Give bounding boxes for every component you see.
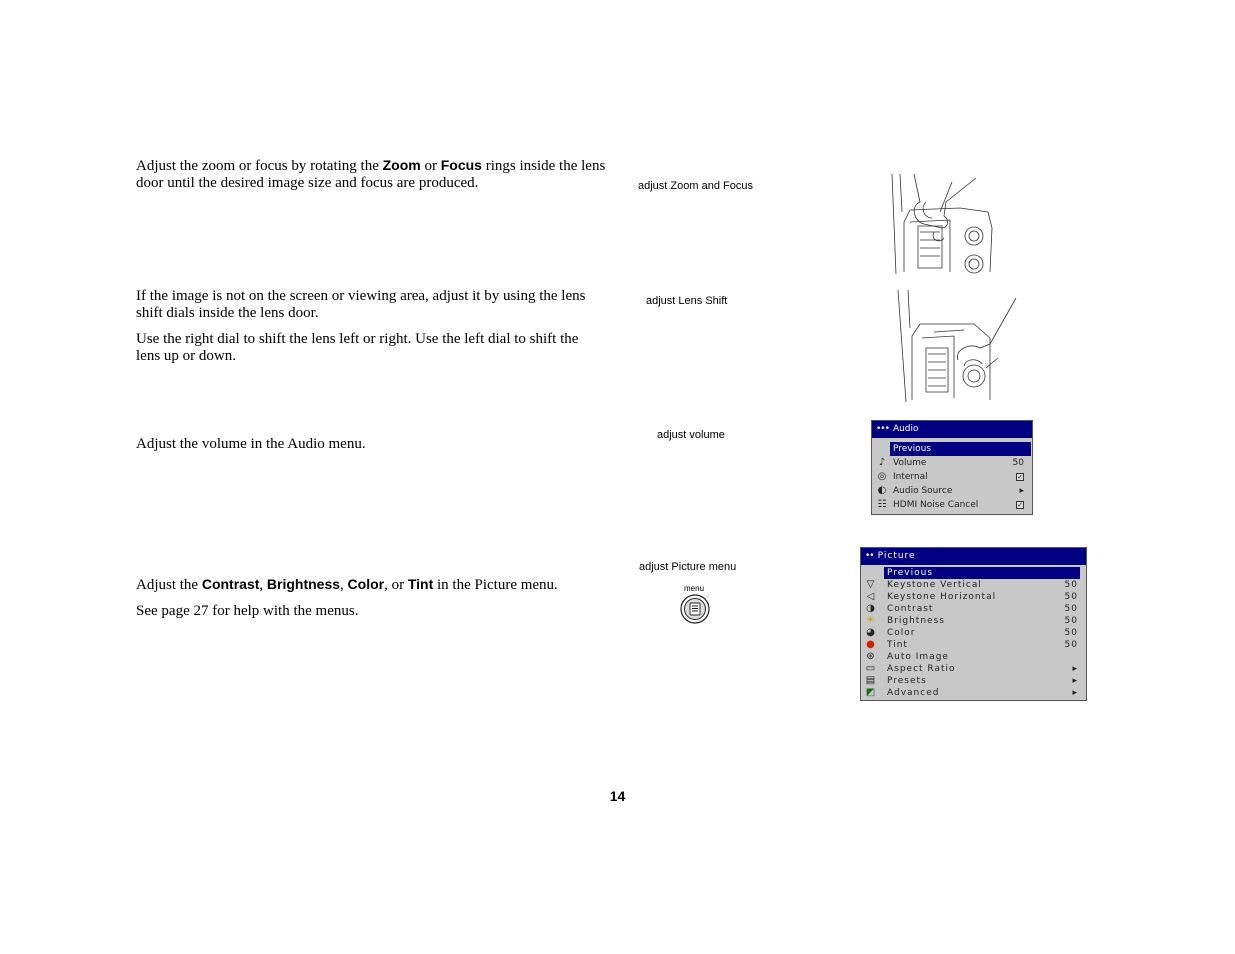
focus-term: Focus	[440, 157, 482, 173]
auto-image-icon: ⊛	[866, 651, 876, 662]
picture-menu-item-previous[interactable]	[861, 567, 1086, 579]
lens-shift-paragraph-2: Use the right dial to shift the lens left or right. Use the left dial to shift the lens up or down.	[136, 331, 579, 364]
audio-menu-title: Audio	[892, 424, 919, 434]
text-run: ,	[340, 577, 348, 593]
presets-icon: ▤	[865, 675, 877, 686]
menu-item-label: Keystone Vertical	[887, 580, 982, 590]
keystone-horizontal-icon: ◁	[866, 591, 876, 602]
brightness-icon: ☀	[866, 615, 876, 626]
picture-menu-item-brightness[interactable]	[861, 615, 1086, 627]
text-run: in the Picture menu.	[433, 577, 558, 593]
caption-picture-menu: adjust Picture menu	[639, 561, 737, 573]
audio-menu-title-bar	[872, 421, 1032, 438]
menu-item-value: 50	[1064, 580, 1078, 590]
menu-dots-icon: •••	[876, 424, 889, 434]
caption-zoom-focus: adjust Zoom and Focus	[638, 180, 753, 192]
menu-item-value: 50	[1064, 616, 1078, 626]
audio-menu	[871, 420, 1033, 515]
menu-item-value: 50	[1012, 458, 1024, 468]
audio-menu-item-previous[interactable]	[872, 442, 1032, 456]
menu-item-label: Presets	[887, 676, 927, 686]
picture-menu-title-bar	[861, 548, 1086, 565]
menu-item-label: Previous	[884, 567, 1080, 579]
menu-item-label: Advanced	[887, 688, 940, 698]
submenu-arrow-icon: ▸	[1072, 688, 1078, 698]
picture-menu-item-presets[interactable]	[861, 675, 1086, 687]
menu-item-label: Aspect Ratio	[887, 664, 956, 674]
submenu-arrow-icon: ▸	[1072, 664, 1078, 674]
tint-term: Tint	[407, 576, 434, 592]
color-term: Color	[347, 576, 385, 592]
caption-volume: adjust volume	[657, 429, 725, 441]
audio-menu-item-volume[interactable]	[872, 456, 1032, 470]
picture-menu-paragraph	[136, 576, 606, 594]
speaker-icon: ◎	[877, 471, 887, 482]
text-run: rings inside the lens door until the desired image size and focus are produced.	[136, 158, 606, 191]
menu-dots-icon: ••	[865, 551, 874, 561]
see-page-paragraph: See page 27 for help with the menus.	[136, 603, 359, 619]
internal-checkbox[interactable]: ✓	[1017, 473, 1023, 481]
picture-menu-item-advanced[interactable]	[861, 687, 1086, 699]
volume-icon: ♪	[878, 457, 886, 468]
advanced-icon: ◩	[865, 687, 877, 698]
menu-button-label: menu	[684, 584, 705, 593]
tint-icon: ●	[866, 639, 876, 650]
picture-menu	[860, 547, 1087, 701]
menu-item-label: Previous	[890, 442, 1031, 456]
menu-item-value: 50	[1064, 592, 1078, 602]
menu-button-icon[interactable]	[680, 594, 710, 624]
zoom-focus-paragraph	[136, 157, 606, 192]
picture-menu-item-tint[interactable]	[861, 639, 1086, 651]
menu-item-label: Tint	[887, 640, 908, 650]
audio-source-icon: ◐	[877, 485, 887, 496]
lens-shift-illustration	[894, 288, 1026, 404]
menu-item-label: Contrast	[887, 604, 934, 614]
audio-menu-item-audio-source[interactable]	[872, 484, 1032, 498]
menu-item-value: 50	[1064, 628, 1078, 638]
text-run: Adjust the zoom or focus by rotating the	[136, 158, 383, 174]
menu-item-label: HDMI Noise Cancel	[893, 500, 979, 510]
picture-menu-item-keystone-horizontal[interactable]	[861, 591, 1086, 603]
text-run: ,	[259, 577, 267, 593]
contrast-icon: ◑	[866, 603, 876, 614]
caption-lens-shift: adjust Lens Shift	[646, 295, 728, 307]
audio-menu-item-hdmi-noise-cancel[interactable]	[872, 498, 1032, 512]
zoom-focus-illustration	[890, 172, 1000, 276]
menu-item-label: Auto Image	[887, 652, 949, 662]
picture-menu-item-aspect-ratio[interactable]	[861, 663, 1086, 675]
picture-menu-item-auto-image[interactable]	[861, 651, 1086, 663]
contrast-term: Contrast	[201, 576, 260, 592]
menu-item-label: Internal	[893, 472, 928, 482]
menu-item-label: Brightness	[887, 616, 945, 626]
menu-item-label: Color	[887, 628, 916, 638]
submenu-arrow-icon: ▸	[1072, 676, 1078, 686]
text-run: Adjust the	[136, 577, 202, 593]
menu-item-label: Volume	[893, 458, 927, 468]
submenu-arrow-icon: ▸	[1019, 486, 1024, 496]
brightness-term: Brightness	[266, 576, 341, 592]
picture-menu-title: Picture	[877, 551, 916, 561]
keystone-vertical-icon: ▽	[866, 579, 876, 590]
aspect-ratio-icon: ▭	[865, 663, 877, 674]
picture-menu-item-color[interactable]	[861, 627, 1086, 639]
menu-item-label: Audio Source	[893, 486, 953, 496]
menu-item-value: 50	[1064, 604, 1078, 614]
picture-menu-item-keystone-vertical[interactable]	[861, 579, 1086, 591]
picture-menu-item-contrast[interactable]	[861, 603, 1086, 615]
text-run: or	[420, 158, 441, 174]
lens-shift-paragraph-1: If the image is not on the screen or viewing area, adjust it by using the lens shift dials inside the lens door.	[136, 288, 586, 321]
menu-item-value: 50	[1064, 640, 1078, 650]
hdmi-icon: ☷	[877, 499, 887, 510]
page-number: 14	[609, 788, 626, 804]
zoom-term: Zoom	[382, 157, 421, 173]
audio-menu-item-internal[interactable]	[872, 470, 1032, 484]
volume-paragraph: Adjust the volume in the Audio menu.	[136, 436, 366, 452]
color-icon: ◕	[866, 627, 876, 638]
text-run: , or	[384, 577, 408, 593]
menu-item-label: Keystone Horizontal	[887, 592, 997, 602]
hdmi-noise-cancel-checkbox[interactable]: ✓	[1017, 501, 1023, 509]
